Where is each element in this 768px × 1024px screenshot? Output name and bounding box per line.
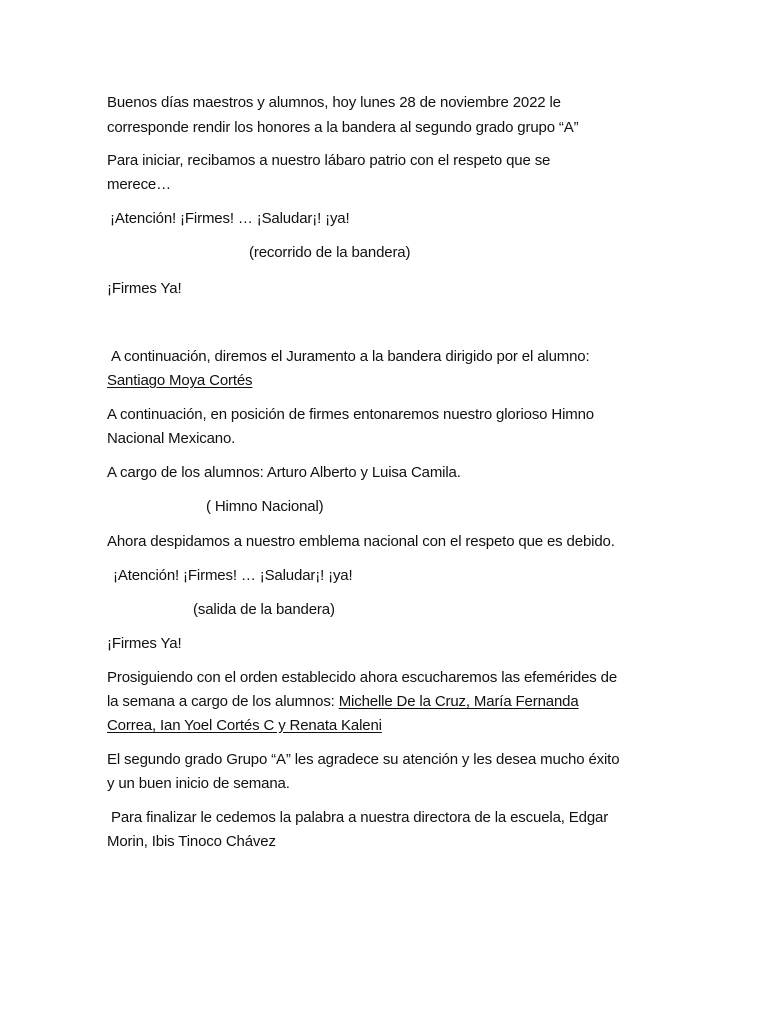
- efemerides-line-1: Prosiguiendo con el orden establecido ahora escucharemos las efemérides de: [107, 669, 618, 686]
- himno-intro-line-1: A continuación, en posición de firmes entonaremos nuestro glorioso Himno: [107, 406, 594, 423]
- inicio-line-2: merece…: [107, 176, 171, 193]
- inicio-line-1: Para iniciar, recibamos a nuestro lábaro patrio con el respeto que se: [107, 152, 551, 169]
- intro-line-1: Buenos días maestros y alumnos, hoy lunes 28 de noviembre 2022 le: [107, 94, 561, 111]
- orden-salida: ¡Atención! ¡Firmes! … ¡Saludar¡! ¡ya!: [113, 567, 353, 584]
- cargo-alumnos: A cargo de los alumnos: Arturo Alberto y Luisa Camila.: [107, 464, 461, 481]
- efemerides-alumnos-2: Correa, Ian Yoel Cortés C y Renata Kaleni: [107, 717, 382, 734]
- efemerides-prefix: la semana a cargo de los alumnos:: [107, 693, 339, 710]
- orden-entrada: ¡Atención! ¡Firmes! … ¡Saludar¡! ¡ya!: [110, 210, 350, 227]
- firmes-ya-2: ¡Firmes Ya!: [107, 635, 182, 652]
- firmes-ya-1: ¡Firmes Ya!: [107, 280, 182, 297]
- final-line-2: Morin, Ibis Tinoco Chávez: [107, 833, 276, 850]
- salida-bandera: (salida de la bandera): [193, 601, 335, 618]
- agradecimiento-line-2: y un buen inicio de semana.: [107, 775, 290, 792]
- himno-nacional: ( Himno Nacional): [206, 498, 324, 515]
- efemerides-line-2: [107, 690, 687, 714]
- recorrido-bandera: (recorrido de la bandera): [249, 244, 411, 261]
- juramento-alumno: Santiago Moya Cortés: [107, 372, 253, 389]
- despedida: Ahora despidamos a nuestro emblema nacional con el respeto que es debido.: [107, 533, 615, 550]
- juramento-line-1: A continuación, diremos el Juramento a la bandera dirigido por el alumno:: [111, 348, 590, 365]
- intro-line-2: corresponde rendir los honores a la bandera al segundo grado grupo “A”: [107, 119, 579, 136]
- efemerides-alumnos-1: Michelle De la Cruz, María Fernanda: [338, 693, 579, 710]
- himno-intro-line-2: Nacional Mexicano.: [107, 430, 236, 447]
- final-line-1: Para finalizar le cedemos la palabra a nuestra directora de la escuela, Edgar: [111, 809, 609, 826]
- agradecimiento-line-1: El segundo grado Grupo “A” les agradece su atención y les desea mucho éxito: [107, 751, 620, 768]
